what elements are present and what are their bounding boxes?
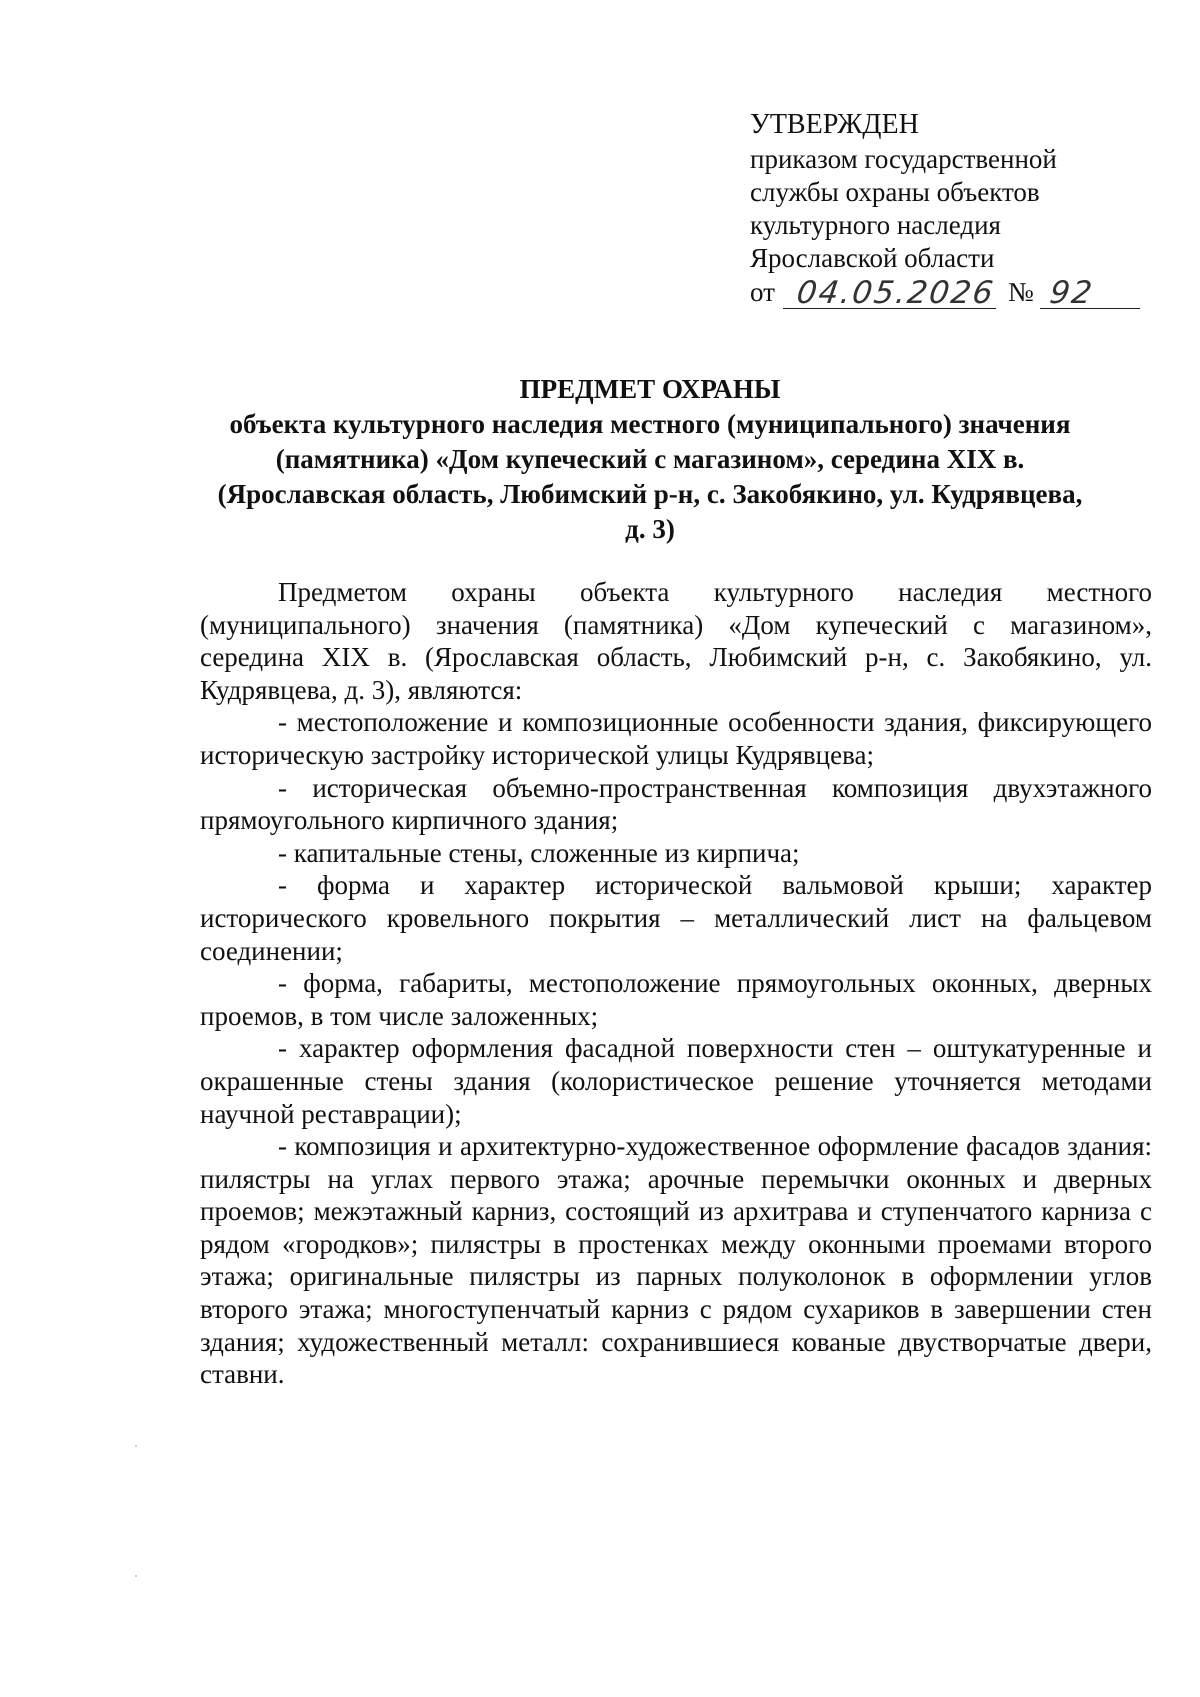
date-blank — [783, 276, 996, 309]
number-blank — [1040, 276, 1140, 309]
scan-speck — [135, 1445, 137, 1447]
handwritten-date: 04.05.2026 — [794, 275, 998, 311]
list-item: - капитальные стены, сложенные из кирпича; — [278, 837, 800, 868]
list-item: - характер оформления фасадной поверхности стен – оштукатуренные и окрашенные стены здания (колористическое решение уточняется методами научной реставрации); — [200, 1033, 1152, 1129]
list-item: - композиция и архитектурно-художественное оформление фасадов здания: пилястры на углах первого этажа; арочные перемычки оконных и дверных проемов; межэтажный карниз, состоящий из архитрава и ступенчатого карниза с рядом «городков»; пилястры в простенках между оконными проемами второго этажа; оригинальные пилястры из парных полуколонок в оформлении углов второго этажа; многоступенчатый карниз с рядом сухариков в завершении стен здания; художественный металл: сохранившиеся кованые двустворчатые двери, ставни. — [200, 1131, 1152, 1390]
approval-line: культурного наследия — [750, 210, 1001, 240]
title-line: (памятника) «Дом купеческий с магазином», середина XIX в. — [275, 444, 1025, 474]
approved-heading: УТВЕРЖДЕН — [750, 109, 919, 140]
title-line: объекта культурного наследия местного (муниципального) значения — [229, 409, 1071, 439]
intro-paragraph: Предметом охраны объекта культурного наследия местного (муниципального) значения (памятника) «Дом купеческий с магазином», середина XIX в. (Ярославская область, Любимский р-н, с. Закобякино, ул. Кудрявцева, д. 3), являются: — [200, 577, 1152, 705]
list-item: - местоположение и композиционные особенности здания, фиксирующего историческую застройку исторической улицы Кудрявцева; — [200, 707, 1152, 770]
approval-stamp — [750, 108, 1150, 309]
document-title — [150, 372, 1150, 547]
approval-line: службы охраны объектов — [750, 177, 1040, 207]
approval-line: приказом государственной — [750, 144, 1057, 174]
scan-speck — [135, 1575, 137, 1577]
document-body — [200, 576, 1152, 1391]
date-prefix: от — [750, 277, 775, 307]
handwritten-number: 92 — [1047, 275, 1096, 311]
order-date-number-line — [750, 276, 1150, 309]
list-item: - форма и характер исторической вальмовой крыши; характер исторического кровельного покрытия – металлический лист на фальцевом соединении; — [200, 870, 1152, 966]
approval-line: Ярославской области — [750, 243, 995, 273]
number-sign: № — [1007, 277, 1034, 307]
title-main: ПРЕДМЕТ ОХРАНЫ — [519, 374, 781, 404]
title-line: (Ярославская область, Любимский р-н, с. Закобякино, ул. Кудрявцева, — [217, 479, 1083, 509]
list-item: - историческая объемно-пространственная композиция двухэтажного прямоугольного кирпичного здания; — [200, 772, 1152, 836]
list-item: - форма, габариты, местоположение прямоугольных оконных, дверных проемов, в том числе заложенных; — [200, 968, 1152, 1031]
title-line: д. 3) — [625, 514, 675, 544]
